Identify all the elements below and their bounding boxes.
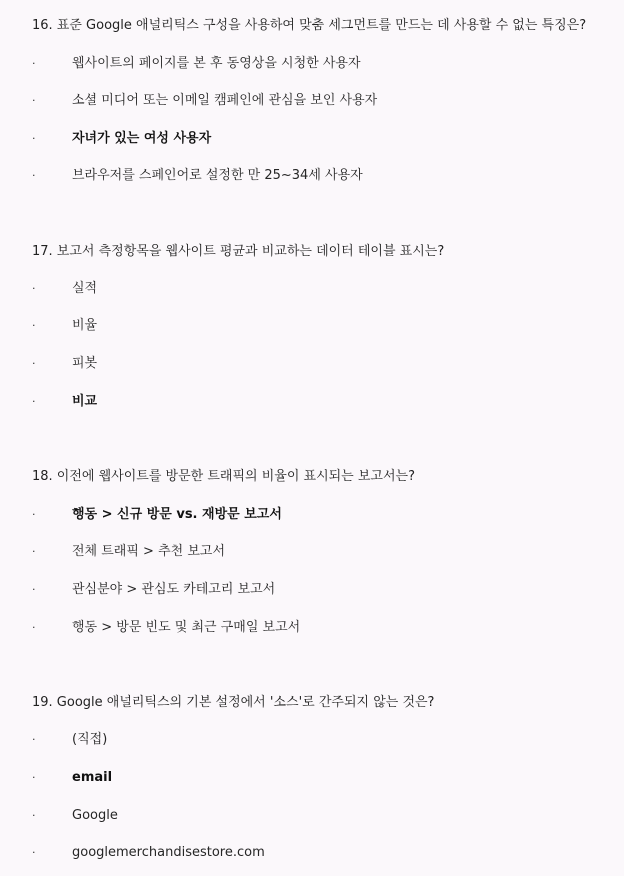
question-18-title: 18. 이전에 웹사이트를 방문한 트래픽의 비율이 표시되는 보고서는? [32, 469, 416, 484]
bullet-icon: · [32, 395, 36, 408]
question-18-option-3 [32, 581, 592, 599]
question-19-option-4 [32, 844, 592, 862]
bullet-icon: · [32, 57, 36, 70]
option-text: 자녀가 있는 여성 사용자 [72, 131, 212, 146]
question-17-option-4-correct [32, 393, 592, 411]
question-19-option-1 [32, 731, 592, 749]
option-text: 행동 > 방문 빈도 및 최근 구매일 보고서 [72, 620, 301, 635]
option-text: 피봇 [72, 356, 98, 371]
question-16-title: 16. 표준 Google 애널리틱스 구성을 사용하여 맞춤 세그먼트를 만드는 데 사용할 수 없는 특징은? [32, 18, 587, 33]
option-text: 비율 [72, 318, 98, 333]
option-text: 비교 [72, 394, 98, 409]
bullet-icon: · [32, 621, 36, 634]
option-text: 전체 트래픽 > 추천 보고서 [72, 544, 226, 559]
bullet-icon: · [32, 583, 36, 596]
bullet-icon: · [32, 169, 36, 182]
bullet-icon: · [32, 357, 36, 370]
question-16-option-4 [32, 167, 592, 185]
option-text: Google [72, 808, 118, 823]
question-18-option-4 [32, 619, 592, 637]
option-text: 실적 [72, 281, 98, 296]
bullet-icon: · [32, 132, 36, 145]
bullet-icon: · [32, 846, 36, 859]
question-19-option-2-correct [32, 769, 592, 787]
question-19-title: 19. Google 애널리틱스의 기본 설정에서 '소스'로 간주되지 않는 것은? [32, 695, 435, 710]
question-17-option-3 [32, 355, 592, 373]
question-18-option-1-correct [32, 506, 592, 524]
bullet-icon: · [32, 733, 36, 746]
option-text: googlemerchandisestore.com [72, 845, 265, 860]
option-text: 웹사이트의 페이지를 본 후 동영상을 시청한 사용자 [72, 56, 361, 71]
option-text: (직접) [72, 732, 108, 747]
option-text: 소셜 미디어 또는 이메일 캠페인에 관심을 보인 사용자 [72, 93, 378, 108]
option-text: 행동 > 신규 방문 vs. 재방문 보고서 [72, 507, 282, 522]
question-19-option-3 [32, 807, 592, 825]
bullet-icon: · [32, 508, 36, 521]
bullet-icon: · [32, 94, 36, 107]
question-17-option-2 [32, 317, 592, 335]
bullet-icon: · [32, 282, 36, 295]
bullet-icon: · [32, 319, 36, 332]
question-17-title: 17. 보고서 측정항목을 웹사이트 평균과 비교하는 데이터 테이블 표시는? [32, 244, 445, 259]
bullet-icon: · [32, 809, 36, 822]
option-text: 브라우저를 스페인어로 설정한 만 25~34세 사용자 [72, 168, 363, 183]
option-text: 관심분야 > 관심도 카테고리 보고서 [72, 582, 276, 597]
question-16-option-3-correct [32, 130, 592, 148]
question-16-option-1 [32, 55, 592, 73]
option-text: email [72, 770, 113, 785]
question-17-option-1 [32, 280, 592, 298]
question-18-option-2 [32, 543, 592, 561]
bullet-icon: · [32, 545, 36, 558]
question-16-option-2 [32, 92, 592, 110]
bullet-icon: · [32, 771, 36, 784]
